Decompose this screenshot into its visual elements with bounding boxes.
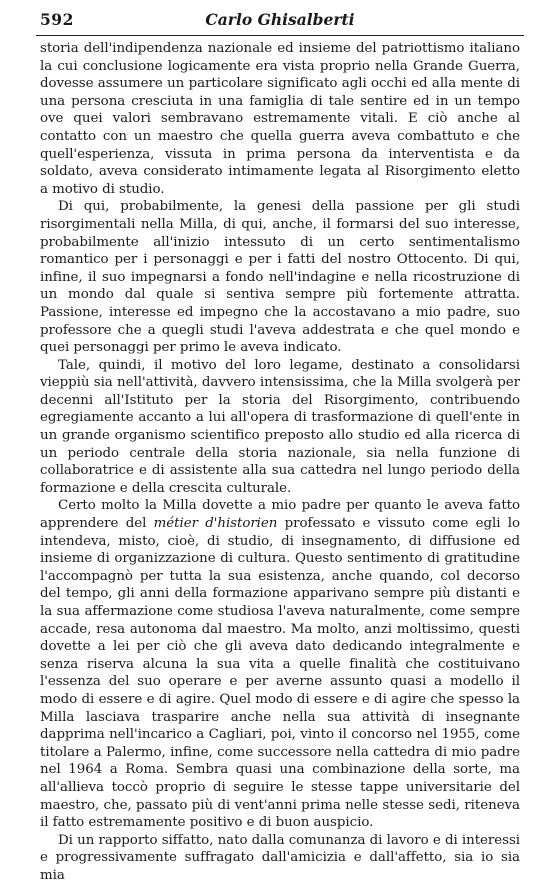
running-head: Carlo Ghisalberti bbox=[205, 10, 355, 29]
paragraph-4-before: Certo molto la Milla dovette a mio padre per quanto le aveva fatto apprendere del bbox=[40, 498, 520, 532]
paragraph-4-after: professato e vissuto come egli lo intendeva, misto, cioè, di studio, di insegnamento, di diffusione ed insieme di organizzazione di cultura. Questo sentimento di gratitudine l'accompagnò per tutta la sua esistenza, anche quando, col decorso del tempo, gli anni della formazione apparivano sempre più distanti e la sua affermazione come studiosa l'aveva naturalmente, come sempre accade, resa autonoma dal maestro. Ma molto, anzi moltissimo, questi dovette a lei per ciò che gli aveva dato dedicando integralmente e senza riserva alcuna la sua vita a quelle finalità che costituivano l'essenza del suo operare e per averne assunto quasi a modello il modo di essere e di agire. Quel modo di essere e di agire che spesso la Milla lasciava trasparire anche nella sua attività di insegnante dapprima nell'incarico a Cagliari, poi, vinto il concorso nel 1955, come titolare a Palermo, infine, come successore nella cattedra di mio padre nel 1964 a Roma. Sembra quasi una combinazione della sorte, ma all'allieva toccò proprio di seguire le stesse tappe universitarie del maestro, che, passato più di vent'anni prima nelle stesse sedi, riteneva il fatto estremamente positivo e di buon auspicio. bbox=[40, 516, 520, 831]
paragraph-5: Di un rapporto siffatto, nato dalla comunanza di lavoro e di interessi e progressivamente suffragato dall'amicizia e dall'affetto, sia io sia mia bbox=[40, 832, 521, 883]
paragraph-2: Di qui, probabilmente, la genesi della passione per gli studi risorgimentali nella Milla, di qui, anche, il formarsi del suo interesse, probabilmente all'inizio intessuto di un certo sentimentalismo romantico per i personaggi e per i fatti del nostro Ottocento. Di qui, infine, il suo impegnarsi a fondo nell'indagine e nella ricostruzione di un mondo dal quale si sentiva sempre più fortemente attratta. Passione, interesse ed impegno che la accostavano a mio padre, suo professore che a quegli studi l'aveva addestrata e che quel mondo e quei personaggi per primo le aveva indicato. bbox=[40, 199, 520, 356]
paragraph-1: storia dell'indipendenza nazionale ed insieme del patriottismo italiano la cui conclusione logicamente era vista proprio nella Grande Guerra, dovesse assumere un particolare significato agli occhi ed alla mente di una persona cresciuta in una famiglia di tale sentire ed in un tempo ove quei valori sembravano estremamente vitali. E ciò anche al contatto con un maestro che quella guerra aveva combattuto e che quell'esperienza, vissuta in prima persona da interventista e da soldato, aveva considerato intimamente legata al Risorgimento eletto a motivo di studio. bbox=[40, 41, 520, 197]
paragraph-4 bbox=[40, 497, 520, 831]
italic-phrase: métier d'historien bbox=[153, 516, 278, 532]
paragraph-3: Tale, quindi, il motivo del loro legame, destinato a consolidarsi vieppiù sia nell'attività, davvero intensissima, che la Milla svolgerà per decenni all'Istituto per la storia del Risorgimento, contribuendo egregiamente accanto a lui all'opera di trasformazione di quell'ente in un grande organismo scientifico preposto allo studio ed alla ricerca di un periodo centrale della storia nazionale, sia nella funzione di collaboratrice e di assistente alla sua cattedra nel lungo periodo della formazione e della crescita culturale. bbox=[40, 357, 520, 496]
page-number: 592 bbox=[40, 10, 74, 29]
page-header bbox=[40, 10, 520, 40]
body-text bbox=[40, 40, 520, 885]
header-rule bbox=[36, 35, 524, 36]
